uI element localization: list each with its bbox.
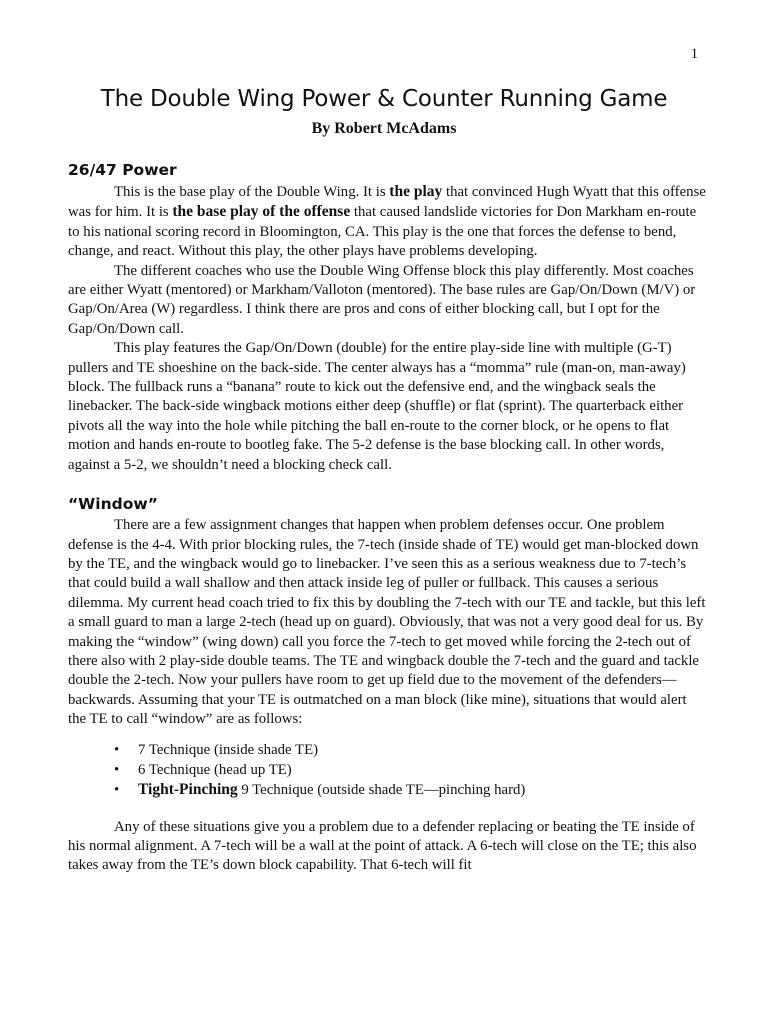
paragraph: This play features the Gap/On/Down (double) for the entire play-side line with multiple (G-T) pullers and TE shoeshine on the back-side. The center always has a “momma” rule (man-on, man-away) block. The fullback runs a “banana” route to kick out the defensive end, and the wingback seals the linebacker. The back-side wingback motions either deep (shuffle) or flat (sprint). The quarterback either pivots all the way into the hole while pitching the ball en-route to the corner block, or he opens to flat motion and hands en-route to bootleg fake. The 5-2 defense is the base blocking call. In other words, against a 5-2, we shouldn’t need a blocking check call. xyxy=(68,340,686,473)
text-run: This is the base play of the Double Wing. It is xyxy=(114,184,390,200)
spacer xyxy=(68,475,708,494)
section-window xyxy=(68,494,708,876)
list-item-text: 9 Technique (outside shade TE—pinching hard) xyxy=(237,781,526,798)
bold-text: the play xyxy=(389,183,443,200)
bullet-icon: • xyxy=(114,781,120,798)
section-power xyxy=(68,160,708,475)
spacer xyxy=(68,730,708,740)
author-byline: By Robert McAdams xyxy=(311,120,457,137)
paragraph: Any of these situations give you a problem due to a defender replacing or beating the TE inside of his normal alignment. A 7-tech will be a wall at the point of attack. A 6-tech will close on the TE; this also takes away from the TE’s down block capability. That 6-tech will fit xyxy=(68,818,697,874)
page-number: 1 xyxy=(690,46,698,62)
document-title: The Double Wing Power & Counter Running Game xyxy=(100,86,668,112)
text-run: that convinced Hugh Wyatt that this offense was for him. It is xyxy=(68,184,706,221)
section-heading-power: 26/47 Power xyxy=(68,161,177,179)
list-item xyxy=(114,780,708,800)
spacer xyxy=(68,800,708,818)
list-item-text: 6 Technique (head up TE) xyxy=(138,761,292,778)
bold-text: the base play of the offense xyxy=(172,203,351,221)
bullet-icon: • xyxy=(114,741,120,758)
bullet-list xyxy=(68,740,708,800)
list-item xyxy=(114,760,708,780)
paragraph: There are a few assignment changes that happen when problem defenses occur. One problem defense is the 4-4. With prior blocking rules, the 7-tech (inside shade of TE) would get man-blocked down by the TE, and the wingback would go to linebacker. I’ve seen this as a serious weakness due to 7-tech’s that could build a wall shallow and then attack inside leg of puller or fullback. This causes a serious dilemma. My current head coach tried to fix this by doubling the 7-tech with our TE and tackle, but this left a small guard to man a large 2-tech (head up on guard). Obviously, that was not a very good deal for us. By making the “window” (wing down) call you force the 7-tech to get moved while forcing the 2-tech out of there also with 2 play-side double teams. The TE and wingback double the 7-tech and the guard and tackle double the 2-tech. Now your pullers have room to get up field due to the movement of the defenders—backwards. Assuming that your TE is outmatched on a man block (like mine), situations that would alert the TE to call “window” are as follows: xyxy=(68,517,706,728)
paragraph xyxy=(68,182,708,262)
paragraph: The different coaches who use the Double Wing Offense block this play differently. Most coaches are either Wyatt (mentored) or Markham/Valloton (mentored). The base rules are Gap/On/Down (M/V) or Gap/On/Area (W) regardless. I think there are pros and cons of either blocking call, but I opt for the Gap/On/Down call. xyxy=(68,262,696,337)
document-body xyxy=(68,160,708,876)
bullet-icon: • xyxy=(114,761,120,778)
bold-text: Tight-Pinching xyxy=(138,780,238,798)
list-item-text: 7 Technique (inside shade TE) xyxy=(138,741,319,758)
text-run: that caused landslide victories for Don Markham en-route to his national scoring record in Bloomington, CA. This play is the one that forces the defense to bend, change, and react. Without this play, the other plays have problems developing. xyxy=(68,204,697,260)
section-heading-window: “Window” xyxy=(68,495,158,514)
list-item xyxy=(114,740,708,760)
